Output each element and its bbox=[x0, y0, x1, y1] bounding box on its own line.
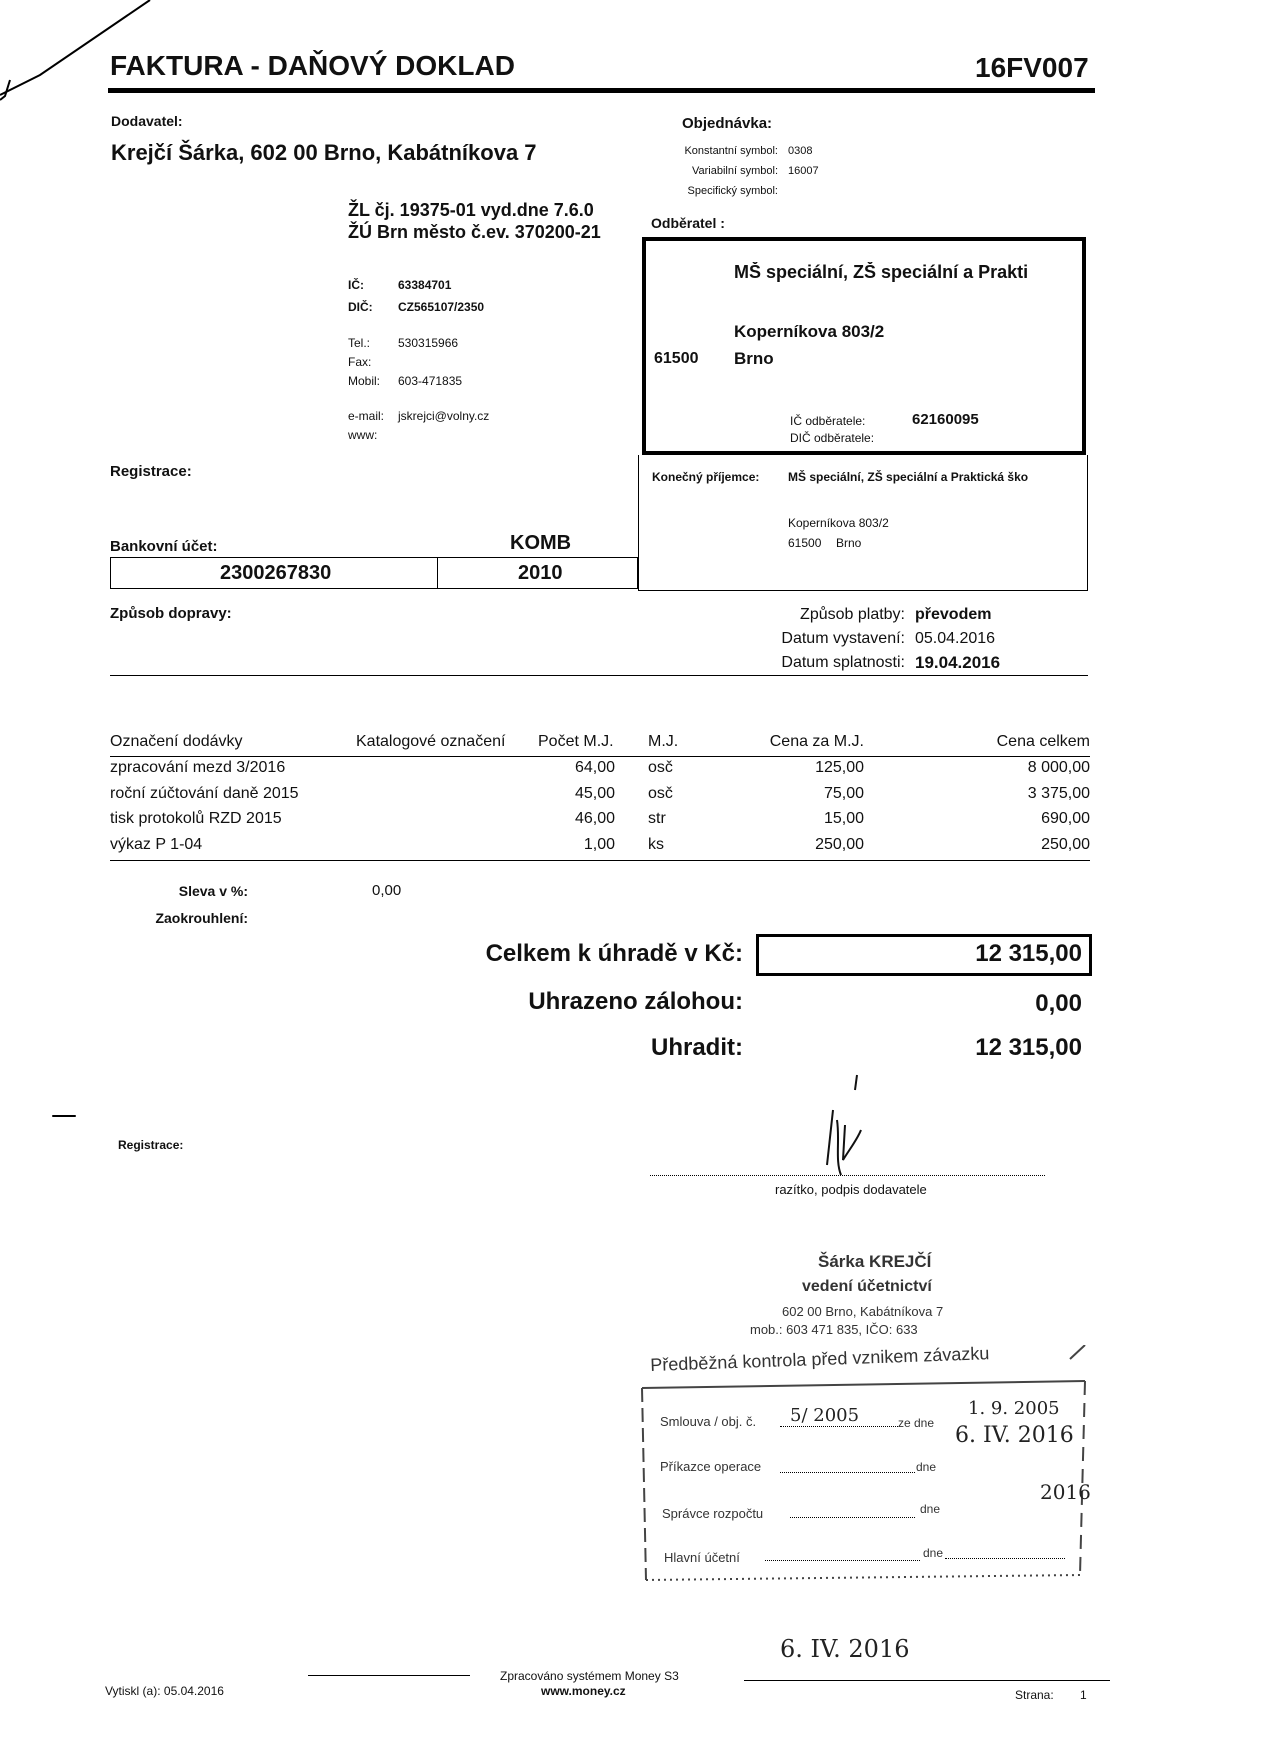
item-total: 250,00 bbox=[1041, 835, 1090, 853]
transport-label: Způsob dopravy: bbox=[110, 605, 232, 622]
item-qty: 46,00 bbox=[574, 810, 615, 827]
control-row4-label: Hlavní účetní bbox=[664, 1550, 740, 1565]
supplier-email: jskrejci@volny.cz bbox=[398, 409, 490, 423]
customer-name: MŠ speciální, ZŠ speciální a Prakti bbox=[734, 262, 1029, 282]
spec-symbol-label: Specifický symbol: bbox=[687, 185, 778, 197]
item-unit-price: 15,00 bbox=[823, 810, 864, 827]
bank-account: 2300267830 bbox=[220, 562, 332, 584]
supplier-dic-label: DIČ: bbox=[348, 300, 373, 314]
col-qty-header: Počet M.J. bbox=[538, 733, 614, 750]
pay-label: Uhradit: bbox=[651, 1034, 743, 1061]
invoice-title: FAKTURA - DAŇOVÝ DOKLAD bbox=[110, 50, 515, 81]
col-total-header: Cena celkem bbox=[996, 733, 1090, 750]
registration-label-2: Registrace: bbox=[118, 1138, 184, 1152]
supplier-mobil: 603-471835 bbox=[398, 374, 463, 388]
supplier-mobil-label: Mobil: bbox=[348, 374, 381, 388]
control-row2-dots bbox=[780, 1472, 915, 1473]
control-row2-label: Příkazce operace bbox=[660, 1459, 762, 1474]
var-symbol-label: Variabilní symbol: bbox=[692, 165, 778, 177]
footer-system: Zpracováno systémem Money S3 bbox=[500, 1669, 679, 1683]
footer-page-number: 1 bbox=[1080, 1688, 1087, 1702]
signature-line bbox=[650, 1175, 1045, 1176]
handwritten-signature bbox=[815, 1070, 895, 1190]
customer-ic-label: IČ odběratele: bbox=[790, 414, 866, 428]
supplier-zl-line1: ŽL čj. 19375-01 vyd.dne 7.6.0 bbox=[348, 200, 594, 220]
final-recipient-name: MŠ speciální, ZŠ speciální a Praktická ško bbox=[788, 470, 1029, 484]
final-recipient-city: Brno bbox=[836, 536, 862, 550]
konst-symbol: 0308 bbox=[788, 145, 813, 157]
header-rule bbox=[108, 88, 1095, 93]
control-row1-hand: 5/ 2005 bbox=[790, 1405, 860, 1426]
col-unit-price-header: Cena za M.J. bbox=[769, 733, 864, 750]
supplier-zl-line2: ŽÚ Brn město č.ev. 370200-21 bbox=[348, 222, 601, 242]
stamp-line4: mob.: 603 471 835, IČO: 633 bbox=[750, 1322, 918, 1337]
control-row2-dne: dne bbox=[916, 1460, 937, 1474]
item-name: zpracování mezd 3/2016 bbox=[110, 759, 286, 776]
var-symbol: 16007 bbox=[788, 165, 819, 177]
final-recipient-right-rule bbox=[1087, 455, 1088, 590]
signature-caption: razítko, podpis dodavatele bbox=[775, 1182, 927, 1197]
control-row4-dots-2 bbox=[945, 1558, 1065, 1559]
final-recipient-street: Koperníkova 803/2 bbox=[788, 516, 889, 530]
total-value: 12 315,00 bbox=[975, 940, 1082, 967]
customer-ic: 62160095 bbox=[912, 411, 979, 428]
footer-money-link[interactable]: www.money.cz bbox=[541, 1684, 626, 1698]
footer-rule-right bbox=[744, 1680, 1110, 1681]
item-unit-price: 125,00 bbox=[815, 759, 864, 776]
rounding-label: Zaokrouhlení: bbox=[155, 910, 248, 926]
total-label: Celkem k úhradě v Kč: bbox=[485, 940, 743, 967]
payment-method: převodem bbox=[915, 606, 992, 623]
item-unit-price: 75,00 bbox=[823, 784, 864, 802]
control-row1-dne: ze dne bbox=[898, 1416, 935, 1430]
punch-mark bbox=[52, 1115, 76, 1117]
supplier-tel: 530315966 bbox=[398, 336, 459, 350]
supplier-dic: CZ565107/2350 bbox=[398, 300, 485, 314]
item-unit: osč bbox=[648, 759, 673, 776]
supplier-name: Krejčí Šárka, 602 00 Brno, Kabátníkova 7 bbox=[111, 140, 537, 165]
control-row2-date: 6. IV. 2016 bbox=[955, 1423, 1074, 1448]
item-qty: 64,00 bbox=[574, 759, 615, 776]
col-name-header: Označení dodávky bbox=[110, 733, 243, 750]
supplier-email-label: e-mail: bbox=[348, 409, 385, 423]
final-recipient-left-rule bbox=[638, 455, 639, 590]
control-row1-date: 1. 9. 2005 bbox=[968, 1398, 1060, 1419]
bank-label: Bankovní účet: bbox=[110, 538, 218, 555]
item-name: výkaz P 1-04 bbox=[110, 835, 203, 853]
control-title: Předběžná kontrola před vznikem závazku bbox=[650, 1343, 990, 1375]
stamp-line2: vedení účetnictví bbox=[802, 1278, 932, 1295]
supplier-www-label: www: bbox=[348, 428, 378, 442]
bank-code: 2010 bbox=[518, 562, 563, 584]
bank-name: KOMB bbox=[510, 532, 572, 554]
pay-value: 12 315,00 bbox=[975, 1034, 1082, 1061]
item-total: 3 375,00 bbox=[1027, 784, 1090, 802]
footer-printed: Vytiskl (a): 05.04.2016 bbox=[105, 1684, 224, 1698]
item-qty: 1,00 bbox=[583, 835, 615, 853]
payment-method-label: Způsob platby: bbox=[800, 606, 905, 623]
footer-rule-left bbox=[308, 1675, 470, 1676]
advance-label: Uhrazeno zálohou: bbox=[528, 988, 743, 1015]
item-unit-price: 250,00 bbox=[815, 835, 864, 853]
customer-label: Odběratel : bbox=[651, 215, 725, 231]
customer-street: Koperníkova 803/2 bbox=[734, 322, 885, 341]
items-header-rule bbox=[110, 756, 1090, 757]
control-row1-dots bbox=[780, 1426, 900, 1427]
payment-rule bbox=[110, 675, 1088, 676]
due-label: Datum splatnosti: bbox=[781, 654, 905, 671]
supplier-label: Dodavatel: bbox=[111, 113, 183, 129]
discount-value: 0,00 bbox=[372, 882, 402, 899]
control-row4-dne: dne bbox=[923, 1546, 944, 1560]
item-total: 690,00 bbox=[1041, 810, 1090, 827]
customer-dic-label: DIČ odběratele: bbox=[790, 431, 875, 445]
footer-page-label: Strana: bbox=[1015, 1688, 1054, 1702]
due-date: 19.04.2016 bbox=[915, 653, 1001, 672]
customer-city: Brno bbox=[734, 349, 774, 368]
col-unit-header: M.J. bbox=[648, 733, 679, 750]
items-bottom-rule bbox=[110, 860, 1090, 861]
item-unit: str bbox=[648, 810, 666, 827]
registration-label: Registrace: bbox=[110, 463, 192, 480]
item-name: tisk protokolů RZD 2015 bbox=[110, 810, 282, 827]
stamp-line1: Šárka KREJČÍ bbox=[818, 1252, 932, 1271]
supplier-fax-label: Fax: bbox=[348, 355, 372, 369]
final-recipient-bottom-rule bbox=[638, 590, 1088, 591]
invoice-number: 16FV007 bbox=[975, 52, 1089, 83]
bank-box-divider bbox=[437, 557, 438, 589]
control-row3-label: Správce rozpočtu bbox=[662, 1506, 764, 1521]
item-unit: ks bbox=[648, 835, 664, 853]
final-recipient-label: Konečný příjemce: bbox=[652, 470, 760, 484]
supplier-tel-label: Tel.: bbox=[348, 336, 371, 350]
date-stamp: 6. IV. 2016 bbox=[780, 1635, 910, 1663]
item-qty: 45,00 bbox=[574, 784, 615, 802]
order-label: Objednávka: bbox=[682, 115, 773, 132]
control-row4-dots bbox=[765, 1560, 920, 1561]
final-recipient-zip: 61500 bbox=[788, 536, 822, 550]
konst-symbol-label: Konstantní symbol: bbox=[684, 145, 778, 157]
item-name: roční zúčtování daně 2015 bbox=[110, 784, 299, 802]
item-total: 8 000,00 bbox=[1027, 759, 1090, 776]
stamp-line3: 602 00 Brno, Kabátníkova 7 bbox=[782, 1304, 944, 1319]
col-catalog-header: Katalogové označení bbox=[356, 733, 506, 750]
supplier-ic: 63384701 bbox=[398, 278, 452, 292]
control-row3-date: 2016 bbox=[1040, 1480, 1091, 1504]
issued-label: Datum vystavení: bbox=[781, 630, 905, 647]
supplier-ic-label: IČ: bbox=[348, 278, 364, 292]
customer-zip: 61500 bbox=[654, 350, 699, 367]
discount-label: Sleva v %: bbox=[178, 883, 248, 899]
item-unit: osč bbox=[648, 784, 673, 802]
control-row1-label: Smlouva / obj. č. bbox=[660, 1414, 757, 1429]
issued-date: 05.04.2016 bbox=[915, 630, 996, 647]
control-row3-dne: dne bbox=[920, 1502, 941, 1516]
advance-value: 0,00 bbox=[1035, 990, 1082, 1017]
control-row3-dots bbox=[790, 1517, 915, 1518]
